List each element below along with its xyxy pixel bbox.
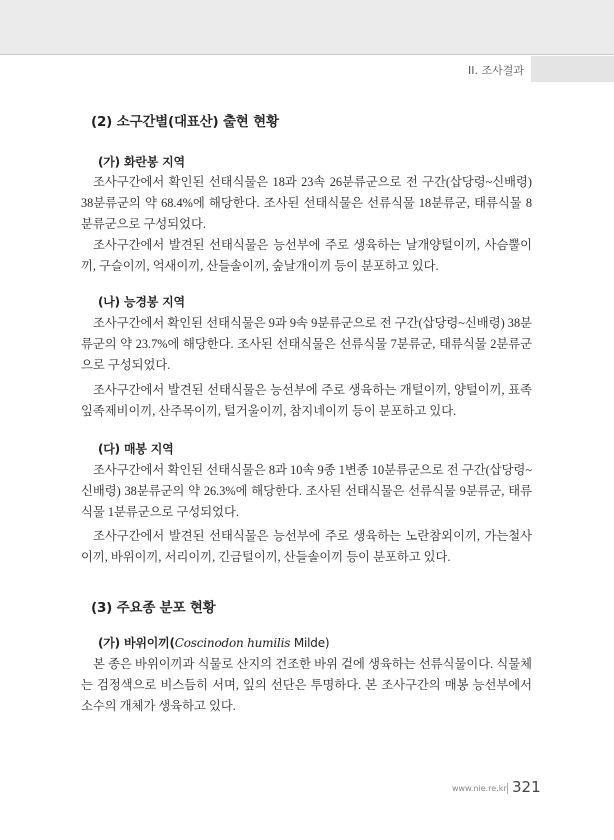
bawiikki-paragraph-1: 본 종은 바위이끼과 식물로 산지의 건조한 바위 겉에 생육하는 선류식물이다. 식물체는 검정색으로 비스듬히 서며, 잎의 선단은 투명하다. 본 조사구간의 매봉 능선부에서 소수의 개체가 생육하고 있다. — [81, 657, 532, 713]
maebong-paragraph-1: 조사구간에서 확인된 선태식물은 8과 10속 9종 1변종 10분류군으로 전 구간(삽당령~신배령) 38분류군의 약 26.3%에 해당한다. 조사된 선태식물은 선류식물 9분류군, 태류식물 1분류군으로 구성되었다. — [81, 463, 532, 519]
footer-separator — [507, 783, 508, 794]
chapter-tab — [531, 56, 614, 82]
hwaranbong-paragraph-2: 조사구간에서 발견된 선태식물은 능선부에 주로 생육하는 날개양털이끼, 사슴뿔이끼, 구슬이끼, 억새이끼, 산들솔이끼, 숲날개이끼 등이 분포하고 있다. — [81, 238, 532, 273]
subsection-bawiikki-heading — [98, 634, 329, 651]
bawiikki-author: Milde) — [290, 636, 330, 650]
header-rule — [0, 54, 614, 55]
footer-url: www.nie.re.kr — [452, 784, 507, 793]
bawiikki-scientific-name: Coscinodon humilis — [174, 636, 291, 650]
neunggyeongbong-paragraph-2: 조사구간에서 발견된 선태식물은 능선부에 주로 생육하는 개털이끼, 양털이끼, 표족잎족제비이끼, 산주목이끼, 털거울이끼, 참지네이끼 등이 분포하고 있다. — [81, 383, 532, 418]
maebong-paragraph-2: 조사구간에서 발견된 선태식물은 능선부에 주로 생육하는 노란참외이끼, 가는철사이끼, 바위이끼, 서리이끼, 긴금털이끼, 산들솔이끼 등이 분포하고 있다. — [81, 529, 532, 564]
subsection-maebong-heading: (다) 매봉 지역 — [98, 442, 174, 456]
chapter-label: II. 조사결과 — [468, 64, 524, 77]
subsection-neunggyeongbong-heading: (나) 능경봉 지역 — [98, 295, 185, 309]
subsection-hwaranbong-heading: (가) 화란봉 지역 — [98, 155, 185, 169]
section-2-heading: (2) 소구간별(대표산) 출현 현황 — [91, 114, 279, 130]
neunggyeongbong-paragraph-1: 조사구간에서 확인된 선태식물은 9과 9속 9분류군으로 전 구간(삽당령~신배령) 38분류군의 약 23.7%에 해당한다. 조사된 선태식물은 선류식물 7분류군, 태류식물 2분류군으로 구성되었다. — [81, 316, 532, 372]
bawiikki-korean-name: (가) 바위이끼( — [98, 636, 175, 650]
hwaranbong-paragraph-1: 조사구간에서 확인된 선태식물은 18과 23속 26분류군으로 전 구간(삽당령~신배령) 38분류군의 약 68.4%에 해당한다. 조사된 선태식물은 선류식물 18분류군, 태류식물 8분류군으로 구성되었다. — [81, 175, 532, 231]
section-3-heading: (3) 주요종 분포 현황 — [91, 600, 216, 616]
header-band — [0, 0, 614, 54]
page-number: 321 — [512, 778, 541, 796]
